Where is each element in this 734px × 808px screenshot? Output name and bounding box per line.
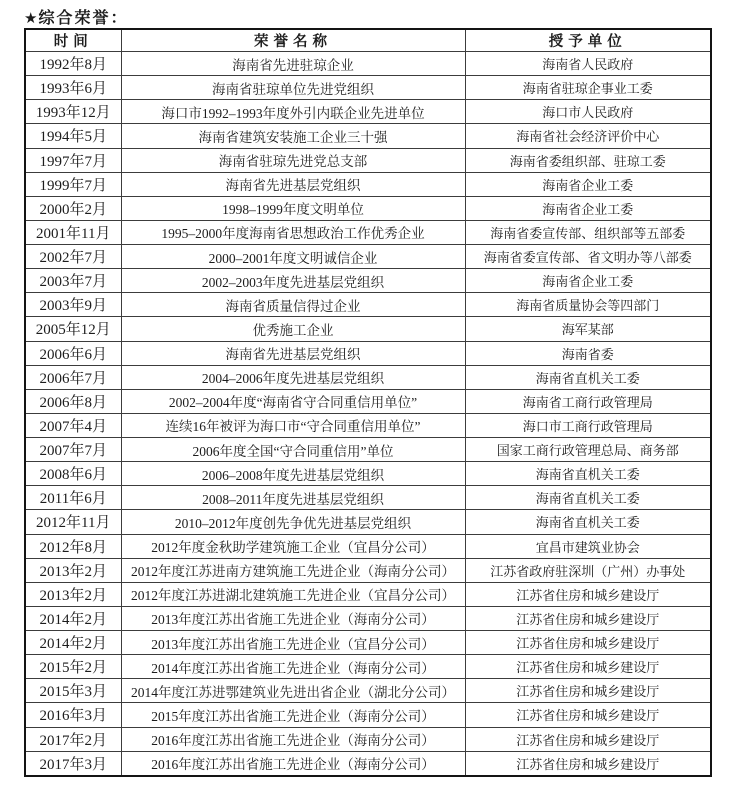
table-row — [25, 341, 711, 365]
cell-time: 2006年8月 — [25, 389, 121, 413]
cell-award-unit: 江苏省政府驻深圳（广州）办事处 — [465, 558, 711, 582]
table-row — [25, 438, 711, 462]
cell-award-unit: 海南省企业工委 — [465, 269, 711, 293]
table-row — [25, 631, 711, 655]
cell-honor-name: 2013年度江苏出省施工先进企业（宜昌分公司） — [121, 631, 465, 655]
cell-honor-name: 1995–2000年度海南省思想政治工作优秀企业 — [121, 220, 465, 244]
cell-time: 2002年7月 — [25, 245, 121, 269]
col-header-honor: 荣誉名称 — [121, 29, 465, 52]
cell-honor-name: 2013年度江苏出省施工先进企业（海南分公司） — [121, 606, 465, 630]
col-header-unit: 授予单位 — [465, 29, 711, 52]
cell-award-unit: 江苏省住房和城乡建设厅 — [465, 703, 711, 727]
cell-award-unit: 海南省直机关工委 — [465, 462, 711, 486]
cell-award-unit: 海军某部 — [465, 317, 711, 341]
cell-award-unit: 海南省委宣传部、省文明办等八部委 — [465, 245, 711, 269]
table-row — [25, 220, 711, 244]
cell-award-unit: 海口市工商行政管理局 — [465, 413, 711, 437]
cell-award-unit: 海南省质量协会等四部门 — [465, 293, 711, 317]
cell-award-unit: 江苏省住房和城乡建设厅 — [465, 606, 711, 630]
cell-honor-name: 2014年度江苏出省施工先进企业（海南分公司） — [121, 655, 465, 679]
cell-honor-name: 海南省质量信得过企业 — [121, 293, 465, 317]
cell-honor-name: 2012年度江苏进南方建筑施工先进企业（海南分公司） — [121, 558, 465, 582]
header-row — [25, 29, 711, 52]
table-row — [25, 317, 711, 341]
table-row — [25, 606, 711, 630]
table-row — [25, 269, 711, 293]
cell-award-unit: 海南省直机关工委 — [465, 365, 711, 389]
cell-honor-name: 2012年度金秋助学建筑施工企业（宜昌分公司） — [121, 534, 465, 558]
cell-award-unit: 海南省工商行政管理局 — [465, 389, 711, 413]
table-row — [25, 245, 711, 269]
cell-time: 2008年6月 — [25, 462, 121, 486]
cell-time: 2003年9月 — [25, 293, 121, 317]
cell-honor-name: 2006年度全国“守合同重信用”单位 — [121, 438, 465, 462]
cell-award-unit: 江苏省住房和城乡建设厅 — [465, 727, 711, 751]
section-title-text: 综合荣誉： — [38, 10, 129, 27]
cell-time: 2000年2月 — [25, 196, 121, 220]
cell-time: 2014年2月 — [25, 606, 121, 630]
cell-award-unit: 国家工商行政管理总局、商务部 — [465, 438, 711, 462]
cell-award-unit: 海南省企业工委 — [465, 196, 711, 220]
cell-honor-name: 2008–2011年度先进基层党组织 — [121, 486, 465, 510]
cell-time: 2006年6月 — [25, 341, 121, 365]
star-icon: ★ — [24, 10, 38, 27]
cell-time: 2012年11月 — [25, 510, 121, 534]
section-title — [24, 5, 128, 28]
cell-time: 2011年6月 — [25, 486, 121, 510]
cell-award-unit: 海南省委 — [465, 341, 711, 365]
cell-honor-name: 1998–1999年度文明单位 — [121, 196, 465, 220]
cell-award-unit: 海南省社会经济评价中心 — [465, 124, 711, 148]
cell-honor-name: 2016年度江苏出省施工先进企业（海南分公司） — [121, 727, 465, 751]
cell-time: 2007年4月 — [25, 413, 121, 437]
table-row — [25, 124, 711, 148]
table-row — [25, 389, 711, 413]
cell-award-unit: 江苏省住房和城乡建设厅 — [465, 655, 711, 679]
cell-time: 2017年2月 — [25, 727, 121, 751]
cell-time: 1994年5月 — [25, 124, 121, 148]
table-row — [25, 172, 711, 196]
table-row — [25, 365, 711, 389]
table-row — [25, 534, 711, 558]
cell-time: 2015年2月 — [25, 655, 121, 679]
cell-honor-name: 2002–2004年度“海南省守合同重信用单位” — [121, 389, 465, 413]
cell-honor-name: 2002–2003年度先进基层党组织 — [121, 269, 465, 293]
cell-honor-name: 连续16年被评为海口市“守合同重信用单位” — [121, 413, 465, 437]
table-row — [25, 679, 711, 703]
table-body — [25, 52, 711, 777]
table-row — [25, 52, 711, 76]
cell-time: 1993年12月 — [25, 100, 121, 124]
cell-award-unit: 海南省驻琼企事业工委 — [465, 76, 711, 100]
cell-honor-name: 2015年度江苏出省施工先进企业（海南分公司） — [121, 703, 465, 727]
cell-honor-name: 2012年度江苏进湖北建筑施工先进企业（宜昌分公司） — [121, 582, 465, 606]
cell-award-unit: 江苏省住房和城乡建设厅 — [465, 631, 711, 655]
cell-time: 2013年2月 — [25, 558, 121, 582]
cell-honor-name: 海南省先进驻琼企业 — [121, 52, 465, 76]
cell-award-unit: 海南省人民政府 — [465, 52, 711, 76]
cell-award-unit: 海南省委组织部、驻琼工委 — [465, 148, 711, 172]
table-row — [25, 196, 711, 220]
cell-honor-name: 海南省先进基层党组织 — [121, 341, 465, 365]
cell-award-unit: 海南省直机关工委 — [465, 486, 711, 510]
cell-time: 2006年7月 — [25, 365, 121, 389]
cell-honor-name: 2006–2008年度先进基层党组织 — [121, 462, 465, 486]
cell-award-unit: 海南省企业工委 — [465, 172, 711, 196]
cell-honor-name: 2014年度江苏进鄂建筑业先进出省企业（湖北分公司） — [121, 679, 465, 703]
table-row — [25, 413, 711, 437]
cell-award-unit: 海南省委宣传部、组织部等五部委 — [465, 220, 711, 244]
cell-honor-name: 2016年度江苏出省施工先进企业（海南分公司） — [121, 751, 465, 776]
table-row — [25, 100, 711, 124]
table-row — [25, 751, 711, 776]
col-header-time: 时间 — [25, 29, 121, 52]
cell-award-unit: 江苏省住房和城乡建设厅 — [465, 582, 711, 606]
cell-honor-name: 海南省驻琼单位先进党组织 — [121, 76, 465, 100]
table-row — [25, 462, 711, 486]
cell-time: 2005年12月 — [25, 317, 121, 341]
honors-table — [24, 28, 712, 777]
cell-honor-name: 海南省驻琼先进党总支部 — [121, 148, 465, 172]
cell-honor-name: 海口市1992–1993年度外引内联企业先进单位 — [121, 100, 465, 124]
cell-honor-name: 海南省先进基层党组织 — [121, 172, 465, 196]
table-header — [25, 29, 711, 52]
cell-award-unit: 江苏省住房和城乡建设厅 — [465, 679, 711, 703]
cell-award-unit: 宜昌市建筑业协会 — [465, 534, 711, 558]
cell-time: 2003年7月 — [25, 269, 121, 293]
cell-honor-name: 2004–2006年度先进基层党组织 — [121, 365, 465, 389]
cell-honor-name: 优秀施工企业 — [121, 317, 465, 341]
cell-time: 2007年7月 — [25, 438, 121, 462]
cell-time: 1999年7月 — [25, 172, 121, 196]
table-row — [25, 558, 711, 582]
cell-time: 2017年3月 — [25, 751, 121, 776]
table-row — [25, 510, 711, 534]
cell-honor-name: 2010–2012年度创先争优先进基层党组织 — [121, 510, 465, 534]
table-row — [25, 582, 711, 606]
cell-time: 1992年8月 — [25, 52, 121, 76]
cell-time: 2013年2月 — [25, 582, 121, 606]
table-row — [25, 655, 711, 679]
cell-time: 2012年8月 — [25, 534, 121, 558]
table-row — [25, 76, 711, 100]
table-row — [25, 703, 711, 727]
cell-time: 1997年7月 — [25, 148, 121, 172]
table-row — [25, 727, 711, 751]
cell-time: 2014年2月 — [25, 631, 121, 655]
cell-award-unit: 海口市人民政府 — [465, 100, 711, 124]
table-row — [25, 486, 711, 510]
cell-honor-name: 海南省建筑安装施工企业三十强 — [121, 124, 465, 148]
cell-time: 2016年3月 — [25, 703, 121, 727]
cell-honor-name: 2000–2001年度文明诚信企业 — [121, 245, 465, 269]
cell-award-unit: 江苏省住房和城乡建设厅 — [465, 751, 711, 776]
table-row — [25, 148, 711, 172]
cell-time: 2015年3月 — [25, 679, 121, 703]
cell-award-unit: 海南省直机关工委 — [465, 510, 711, 534]
table-row — [25, 293, 711, 317]
cell-time: 1993年6月 — [25, 76, 121, 100]
cell-time: 2001年11月 — [25, 220, 121, 244]
